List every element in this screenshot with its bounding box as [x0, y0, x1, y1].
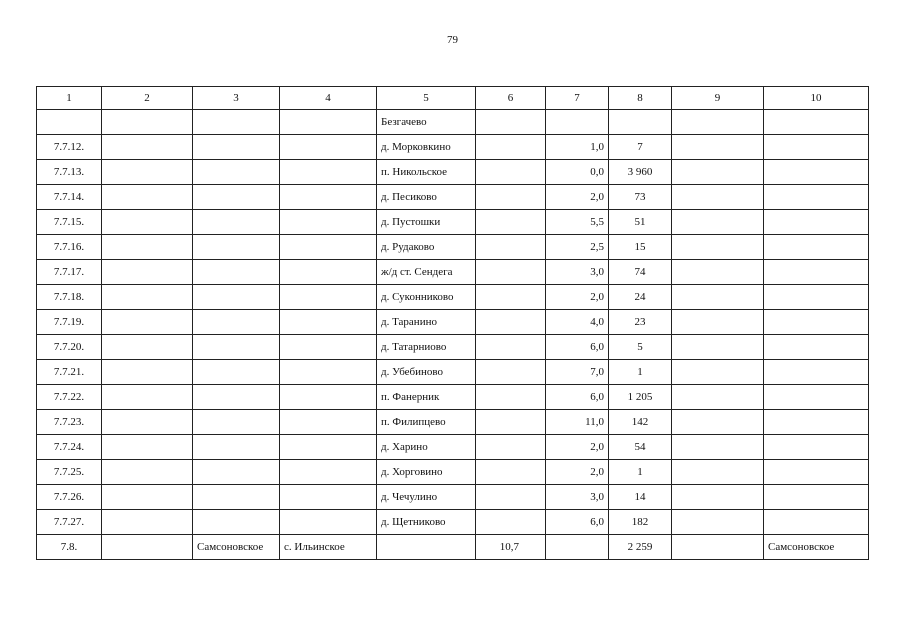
table-cell: 7.7.17. [37, 260, 102, 285]
table-cell: д. Харино [377, 435, 476, 460]
table-cell [672, 110, 764, 135]
table-cell [672, 435, 764, 460]
table-cell [672, 285, 764, 310]
table-cell [102, 185, 193, 210]
table-cell [280, 260, 377, 285]
table-cell [476, 510, 546, 535]
table-cell [672, 385, 764, 410]
table-cell: 3 960 [609, 160, 672, 185]
table-cell [280, 510, 377, 535]
table-cell: 5,5 [546, 210, 609, 235]
table-cell: д. Убебиново [377, 360, 476, 385]
table-cell [280, 435, 377, 460]
table-cell: 3,0 [546, 260, 609, 285]
table-row [37, 435, 869, 460]
table-cell: 142 [609, 410, 672, 435]
table-cell: 3,0 [546, 485, 609, 510]
table-cell [476, 460, 546, 485]
table-cell: 10,7 [476, 535, 546, 560]
table-cell [764, 210, 869, 235]
table-cell [672, 260, 764, 285]
table-cell: 7,0 [546, 360, 609, 385]
table-cell [377, 535, 476, 560]
table-cell: 182 [609, 510, 672, 535]
table-cell: 7.7.12. [37, 135, 102, 160]
table-cell [672, 235, 764, 260]
table-cell [672, 460, 764, 485]
table-cell [476, 110, 546, 135]
table-cell: 7.7.15. [37, 210, 102, 235]
table-cell [476, 310, 546, 335]
table-row [37, 310, 869, 335]
table-cell [193, 110, 280, 135]
table-cell [476, 385, 546, 410]
table-cell: д. Татарниово [377, 335, 476, 360]
table-cell [764, 160, 869, 185]
table-cell: 15 [609, 235, 672, 260]
table-cell: 6,0 [546, 510, 609, 535]
table-cell: 7.7.23. [37, 410, 102, 435]
table-cell: 2,0 [546, 460, 609, 485]
table-cell: п. Никольское [377, 160, 476, 185]
table-cell: 7.7.16. [37, 235, 102, 260]
table-cell [764, 410, 869, 435]
table-cell [476, 360, 546, 385]
table-cell: с. Ильинское [280, 535, 377, 560]
table-cell [102, 385, 193, 410]
table-cell [193, 310, 280, 335]
table-cell: д. Пустошки [377, 210, 476, 235]
table-header-row [37, 87, 869, 110]
table-cell [476, 335, 546, 360]
table-cell: 11,0 [546, 410, 609, 435]
table-cell [672, 135, 764, 160]
table-row [37, 235, 869, 260]
table-cell [476, 285, 546, 310]
table-cell [37, 110, 102, 135]
table-cell [102, 235, 193, 260]
table-cell [764, 110, 869, 135]
table-cell [193, 235, 280, 260]
table-cell [476, 485, 546, 510]
table-cell [764, 385, 869, 410]
table-row [37, 335, 869, 360]
table-cell [672, 410, 764, 435]
table-cell: 6,0 [546, 385, 609, 410]
table-cell: 7.7.25. [37, 460, 102, 485]
table-cell [193, 285, 280, 310]
table-cell [280, 485, 377, 510]
table-cell: 2,0 [546, 185, 609, 210]
table-cell: д. Таранино [377, 310, 476, 335]
table-cell [102, 285, 193, 310]
table-row [37, 385, 869, 410]
table-cell: 7.7.26. [37, 485, 102, 510]
table-cell: 7.7.14. [37, 185, 102, 210]
table-cell: 14 [609, 485, 672, 510]
column-header: 8 [609, 87, 672, 110]
table-row [37, 160, 869, 185]
table-cell [280, 160, 377, 185]
table-cell: 51 [609, 210, 672, 235]
table-cell [609, 110, 672, 135]
table-row [37, 535, 869, 560]
column-header: 2 [102, 87, 193, 110]
table-cell [193, 210, 280, 235]
table-cell [764, 460, 869, 485]
table-row [37, 510, 869, 535]
table-cell: ж/д ст. Сендега [377, 260, 476, 285]
table-row [37, 360, 869, 385]
table-cell [280, 285, 377, 310]
table-cell [102, 135, 193, 160]
column-header: 7 [546, 87, 609, 110]
table-cell: 7.7.20. [37, 335, 102, 360]
table-cell: д. Рудаково [377, 235, 476, 260]
table-cell [280, 335, 377, 360]
table-cell [102, 535, 193, 560]
table-cell [280, 235, 377, 260]
table-cell [280, 310, 377, 335]
table-cell [672, 535, 764, 560]
table-cell: 2,5 [546, 235, 609, 260]
table-cell [764, 335, 869, 360]
table-cell [193, 435, 280, 460]
table-cell: д. Суконниково [377, 285, 476, 310]
table-cell: 7.7.19. [37, 310, 102, 335]
column-header: 5 [377, 87, 476, 110]
column-header: 4 [280, 87, 377, 110]
table-cell: Безгачево [377, 110, 476, 135]
table-cell [102, 335, 193, 360]
table-cell: 1 [609, 460, 672, 485]
table-cell [476, 235, 546, 260]
table-cell [193, 260, 280, 285]
table-cell [476, 435, 546, 460]
table-cell [764, 435, 869, 460]
table-cell [672, 335, 764, 360]
table-cell [102, 310, 193, 335]
table-cell [672, 160, 764, 185]
table-cell [476, 410, 546, 435]
table-cell: 0,0 [546, 160, 609, 185]
table-cell [476, 135, 546, 160]
table-cell: 7.7.22. [37, 385, 102, 410]
table-cell [672, 360, 764, 385]
table-row [37, 260, 869, 285]
table-cell: 73 [609, 185, 672, 210]
table-cell [102, 210, 193, 235]
table-cell: 24 [609, 285, 672, 310]
table-cell [764, 260, 869, 285]
table-cell [764, 310, 869, 335]
table-cell [764, 285, 869, 310]
table-cell [764, 485, 869, 510]
table-cell: 4,0 [546, 310, 609, 335]
table-row [37, 285, 869, 310]
table-cell [102, 360, 193, 385]
table-row [37, 185, 869, 210]
table-cell [280, 110, 377, 135]
table-cell [546, 535, 609, 560]
table-cell: 1,0 [546, 135, 609, 160]
table-cell [672, 485, 764, 510]
table-cell [280, 135, 377, 160]
table-cell [764, 235, 869, 260]
table-cell [193, 510, 280, 535]
column-header: 3 [193, 87, 280, 110]
table-cell: 7.7.13. [37, 160, 102, 185]
table-cell [764, 135, 869, 160]
table-cell [546, 110, 609, 135]
table-cell: 7.7.24. [37, 435, 102, 460]
table-cell [672, 310, 764, 335]
table-cell: 1 205 [609, 385, 672, 410]
table-cell [476, 160, 546, 185]
table-cell: 23 [609, 310, 672, 335]
table-cell: 6,0 [546, 335, 609, 360]
settlements-table [36, 86, 869, 560]
table-cell [193, 135, 280, 160]
table-row [37, 460, 869, 485]
table-cell: 2,0 [546, 435, 609, 460]
table-cell: 7.8. [37, 535, 102, 560]
table-cell: 74 [609, 260, 672, 285]
table-cell [193, 335, 280, 360]
table-cell [193, 485, 280, 510]
table-cell: Самсоновское [193, 535, 280, 560]
table-cell [672, 185, 764, 210]
table-cell [280, 460, 377, 485]
table-cell [102, 460, 193, 485]
table-cell [102, 435, 193, 460]
table-cell: 5 [609, 335, 672, 360]
table-cell [280, 360, 377, 385]
table-cell: 7.7.21. [37, 360, 102, 385]
table-cell [764, 185, 869, 210]
table-row [37, 135, 869, 160]
column-header: 1 [37, 87, 102, 110]
table-cell: 7 [609, 135, 672, 160]
table-cell [280, 410, 377, 435]
table-cell: Самсоновское [764, 535, 869, 560]
table-cell [102, 110, 193, 135]
table-cell [280, 185, 377, 210]
column-header: 10 [764, 87, 869, 110]
table-cell: п. Филипцево [377, 410, 476, 435]
table-cell [476, 185, 546, 210]
table-cell [476, 260, 546, 285]
table-cell [193, 360, 280, 385]
table-cell: 7.7.27. [37, 510, 102, 535]
table-row [37, 110, 869, 135]
table-cell [280, 385, 377, 410]
table-cell: д. Морковкино [377, 135, 476, 160]
table-row [37, 410, 869, 435]
table-cell: д. Щетниково [377, 510, 476, 535]
table-cell [280, 210, 377, 235]
table-cell [102, 410, 193, 435]
table-cell [672, 210, 764, 235]
page-number: 79 [447, 34, 458, 46]
table-cell: д. Чечулино [377, 485, 476, 510]
column-header: 9 [672, 87, 764, 110]
table-cell: 7.7.18. [37, 285, 102, 310]
table-cell: 1 [609, 360, 672, 385]
table-cell [102, 485, 193, 510]
table-row [37, 485, 869, 510]
table-cell: д. Песиково [377, 185, 476, 210]
table-cell: п. Фанерник [377, 385, 476, 410]
table-cell [193, 185, 280, 210]
table-cell [764, 510, 869, 535]
table-cell [102, 260, 193, 285]
table-cell: д. Хорговино [377, 460, 476, 485]
table-cell: 2,0 [546, 285, 609, 310]
table-cell [193, 385, 280, 410]
table-cell [193, 460, 280, 485]
table-cell [102, 160, 193, 185]
table-row [37, 210, 869, 235]
table-cell [764, 360, 869, 385]
column-header: 6 [476, 87, 546, 110]
table-cell [476, 210, 546, 235]
table-cell [102, 510, 193, 535]
table-cell [672, 510, 764, 535]
table-cell [193, 410, 280, 435]
table-cell: 54 [609, 435, 672, 460]
table-cell: 2 259 [609, 535, 672, 560]
table-cell [193, 160, 280, 185]
